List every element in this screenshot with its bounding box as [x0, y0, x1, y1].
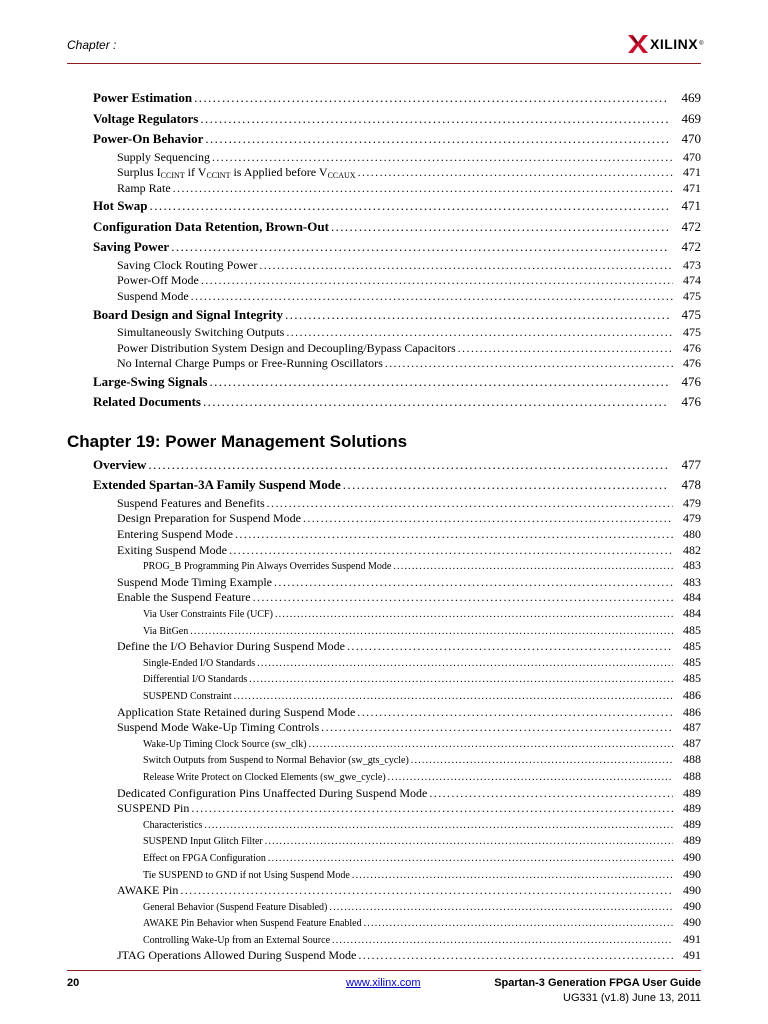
toc-entry-title: Differential I/O Standards: [143, 674, 248, 686]
toc-entry[interactable]: [117, 543, 701, 559]
chapter-label: Chapter :: [67, 38, 117, 52]
toc-entry-page: 485: [683, 639, 701, 654]
toc-entry-title: Design Preparation for Suspend Mode: [117, 511, 301, 526]
dot-leader: [357, 705, 673, 721]
toc-entry-page: 471: [683, 165, 701, 180]
toc-entry-title: Single-Ended I/O Standards: [143, 657, 256, 669]
toc-entry[interactable]: [93, 88, 701, 109]
toc-entry-title: AWAKE Pin Behavior when Suspend Feature Enabled: [143, 918, 362, 930]
toc-entry[interactable]: [117, 258, 701, 274]
toc-entry[interactable]: [117, 496, 701, 512]
toc-entry[interactable]: [93, 237, 701, 258]
toc-entry-page: 491: [683, 948, 701, 963]
toc-entry-title: Suspend Mode: [117, 288, 189, 303]
toc-entry-title: Power Distribution System Design and Decoupling/Bypass Capacitors: [117, 340, 456, 355]
dot-leader: [205, 129, 669, 150]
toc-entry-page: 479: [683, 511, 701, 526]
toc-entry-title: Enable the Suspend Feature: [117, 590, 251, 605]
toc-entry-title: Hot Swap: [93, 198, 148, 214]
toc-entry[interactable]: [117, 341, 701, 357]
toc-entry-page: 489: [683, 801, 701, 816]
dot-leader: [388, 770, 673, 786]
toc-entry[interactable]: [143, 833, 701, 850]
toc-entry[interactable]: [143, 899, 701, 916]
toc-entry-title: SUSPEND Input Glitch Filter: [143, 836, 263, 848]
toc-entry-title: Surplus $I_{CCINT}$ if $V_{CCINT}$ is Applied before $V_{CCAUX}$: [117, 165, 356, 181]
dot-leader: [235, 527, 673, 543]
toc-entry[interactable]: [117, 150, 701, 166]
toc-entry-page: 476: [681, 373, 701, 389]
toc-entry-page: 486: [683, 687, 701, 702]
toc-entry-title: General Behavior (Suspend Feature Disabled): [143, 901, 328, 913]
toc-entry-page: 486: [683, 704, 701, 719]
toc-entry-title: Saving Clock Routing Power: [117, 257, 258, 272]
toc-entry[interactable]: [143, 850, 701, 867]
toc-entry[interactable]: [93, 109, 701, 130]
toc-entry[interactable]: [117, 801, 701, 817]
toc-entry-title: Exiting Suspend Mode: [117, 542, 227, 557]
xilinx-x-icon: [628, 35, 648, 53]
logo-text: XILINX: [650, 36, 699, 52]
dot-leader: [275, 607, 673, 623]
dot-leader: [347, 639, 673, 655]
toc-entry-page: 484: [683, 606, 701, 620]
toc-entry[interactable]: [117, 273, 701, 289]
toc-entry-page: 475: [683, 325, 701, 340]
toc-entry-title: Saving Power: [93, 239, 170, 255]
table-of-contents: [67, 88, 701, 964]
dot-leader: [171, 237, 669, 258]
toc-entry[interactable]: [143, 655, 701, 672]
toc-entry-title: AWAKE Pin: [117, 883, 179, 898]
toc-entry-title: SUSPEND Constraint: [143, 690, 232, 702]
toc-entry-title: Suspend Mode Timing Example: [117, 574, 273, 589]
dot-leader: [385, 356, 673, 372]
toc-entry[interactable]: [117, 705, 701, 721]
toc-entry-page: 471: [681, 198, 701, 214]
toc-entry-page: 469: [681, 90, 701, 105]
toc-entry-page: 489: [683, 816, 701, 831]
toc-entry-page: 472: [681, 239, 701, 255]
toc-entry-page: 476: [683, 340, 701, 355]
toc-entry-page: 489: [683, 833, 701, 848]
toc-entry-page: 491: [683, 931, 701, 946]
dot-leader: [286, 325, 673, 341]
toc-entry[interactable]: [117, 356, 701, 372]
toc-entry-page: 476: [681, 394, 701, 410]
toc-entry-title: Simultaneously Switching Outputs: [117, 325, 285, 340]
toc-entry[interactable]: [143, 558, 701, 575]
toc-entry-title: SUSPEND Pin: [117, 801, 190, 816]
toc-entry-page: 482: [683, 542, 701, 557]
toc-entry[interactable]: [117, 786, 701, 802]
dot-leader: [332, 933, 673, 949]
toc-entry-title: Overview: [93, 456, 147, 472]
toc-entry-title: Voltage Regulators: [93, 110, 199, 126]
toc-entry-title: Ramp Rate: [117, 180, 171, 195]
toc-entry[interactable]: [143, 867, 701, 884]
toc-entry[interactable]: [117, 590, 701, 606]
dot-leader: [257, 656, 673, 672]
toc-entry[interactable]: [143, 671, 701, 688]
toc-entry-title: Wake-Up Timing Clock Source (sw_clk): [143, 738, 307, 750]
toc-section-chapter-18: [93, 88, 701, 413]
toc-entry-title: Dedicated Configuration Pins Unaffected During Suspend Mode: [117, 785, 428, 800]
toc-entry[interactable]: [117, 511, 701, 527]
toc-entry-title: Application State Retained during Suspend Mode: [117, 704, 356, 719]
dot-leader: [265, 834, 673, 850]
toc-entry-page: 474: [683, 273, 701, 288]
toc-entry-page: 487: [683, 720, 701, 735]
toc-entry[interactable]: [93, 305, 701, 326]
toc-entry[interactable]: [93, 217, 701, 238]
dot-leader: [259, 258, 673, 274]
toc-entry[interactable]: [93, 392, 701, 413]
dot-leader: [274, 575, 673, 591]
dot-leader: [358, 165, 673, 181]
toc-entry-page: 483: [683, 558, 701, 573]
toc-entry-page: 470: [683, 149, 701, 164]
toc-entry-title: Tie SUSPEND to GND if not Using Suspend Mode: [143, 869, 350, 881]
toc-entry-title: Define the I/O Behavior During Suspend Mode: [117, 639, 345, 654]
dot-leader: [393, 559, 673, 575]
toc-entry[interactable]: [143, 817, 701, 834]
dot-leader: [249, 672, 673, 688]
toc-entry[interactable]: [143, 752, 701, 769]
toc-entry-page: 477: [681, 456, 701, 472]
guide-title: Spartan-3 Generation FPGA User Guide: [494, 977, 701, 989]
toc-entry-page: 490: [683, 849, 701, 864]
toc-entry-title: Via BitGen: [143, 625, 189, 637]
toc-entry[interactable]: [117, 639, 701, 655]
toc-entry-page: 485: [683, 671, 701, 686]
page-header: [0, 0, 768, 66]
page-footer: [0, 970, 768, 1024]
toc-entry-title: Large-Swing Signals: [93, 373, 208, 389]
toc-entry-title: Extended Spartan-3A Family Suspend Mode: [93, 477, 341, 493]
toc-entry-title: Entering Suspend Mode: [117, 527, 233, 542]
website-link[interactable]: www.xilinx.com: [346, 977, 421, 989]
dot-leader: [429, 786, 673, 802]
toc-entry[interactable]: [143, 769, 701, 786]
dot-leader: [329, 900, 673, 916]
toc-entry-page: 488: [683, 752, 701, 767]
toc-entry-title: Switch Outputs from Suspend to Normal Behavior (sw_gts_cycle): [143, 755, 409, 767]
dot-leader: [194, 88, 669, 109]
toc-entry-title: JTAG Operations Allowed During Suspend Mode: [117, 948, 357, 963]
toc-entry-title: Configuration Data Retention, Brown-Out: [93, 218, 329, 234]
dot-leader: [204, 818, 673, 834]
toc-entry-title: PROG_B Programming Pin Always Overrides Suspend Mode: [143, 561, 392, 573]
toc-entry-title: Suspend Features and Benefits: [117, 495, 265, 510]
toc-entry[interactable]: [117, 575, 701, 591]
toc-section-chapter-19: [93, 455, 701, 964]
toc-entry-page: 475: [683, 288, 701, 303]
dot-leader: [331, 217, 669, 238]
toc-entry-title: Supply Sequencing: [117, 149, 210, 164]
toc-entry-title: Effect on FPGA Configuration: [143, 852, 266, 864]
toc-entry-page: 476: [683, 356, 701, 371]
dot-leader: [321, 720, 673, 736]
toc-entry[interactable]: [143, 932, 701, 949]
dot-leader: [229, 543, 673, 559]
toc-entry-page: 483: [683, 574, 701, 589]
header-rule: [67, 63, 701, 64]
dot-leader: [253, 590, 673, 606]
xilinx-logo: [628, 33, 704, 55]
dot-leader: [234, 689, 673, 705]
toc-entry-page: 475: [681, 306, 701, 322]
dot-leader: [191, 801, 673, 817]
toc-entry-page: 473: [683, 257, 701, 272]
dot-leader: [268, 851, 673, 867]
toc-entry[interactable]: [143, 915, 701, 932]
toc-entry-page: 470: [681, 131, 701, 146]
dot-leader: [285, 305, 669, 326]
toc-entry-page: 490: [683, 915, 701, 930]
toc-entry-page: 479: [683, 495, 701, 510]
toc-entry[interactable]: [93, 455, 701, 476]
toc-entry-title: Power-On Behavior: [93, 131, 204, 146]
dot-leader: [411, 753, 673, 769]
dot-leader: [191, 289, 673, 305]
dot-leader: [458, 341, 673, 357]
dot-leader: [210, 372, 670, 393]
dot-leader: [352, 868, 673, 884]
toc-entry-title: Power-Off Mode: [117, 273, 199, 288]
toc-entry[interactable]: [117, 181, 701, 197]
toc-entry[interactable]: [117, 948, 701, 964]
toc-entry-page: 484: [683, 590, 701, 605]
dot-leader: [203, 392, 669, 413]
toc-entry-title: Release Write Protect on Clocked Elements (sw_gwe_cycle): [143, 771, 386, 783]
dot-leader: [200, 109, 669, 130]
toc-entry-page: 485: [683, 622, 701, 637]
toc-entry[interactable]: [93, 196, 701, 217]
guide-version: UG331 (v1.8) June 13, 2011: [563, 992, 701, 1004]
toc-entry-title: Suspend Mode Wake-Up Timing Controls: [117, 720, 320, 735]
toc-entry-title: Board Design and Signal Integrity: [93, 306, 283, 322]
page-number: 20: [67, 977, 80, 989]
dot-leader: [267, 496, 673, 512]
toc-entry-page: 471: [683, 180, 701, 195]
toc-entry[interactable]: [117, 527, 701, 543]
dot-leader: [309, 737, 673, 753]
toc-entry[interactable]: [143, 606, 701, 623]
dot-leader: [150, 196, 669, 217]
toc-entry-title: No Internal Charge Pumps or Free-Running Oscillators: [117, 356, 383, 371]
toc-entry-page: 487: [683, 735, 701, 750]
toc-entry[interactable]: [117, 720, 701, 736]
dot-leader: [303, 511, 673, 527]
footer-rule: [67, 970, 701, 971]
dot-leader: [343, 475, 669, 496]
toc-entry-title: Characteristics: [143, 819, 203, 831]
toc-entry-page: 488: [683, 768, 701, 783]
toc-entry-page: 490: [683, 883, 701, 898]
toc-entry-page: 490: [683, 866, 701, 881]
dot-leader: [212, 150, 673, 166]
toc-entry[interactable]: [93, 129, 701, 150]
logo-registered-mark: ®: [699, 41, 704, 47]
toc-entry-page: 489: [683, 785, 701, 800]
toc-entry[interactable]: [143, 623, 701, 640]
toc-entry-title: Controlling Wake-Up from an External Source: [143, 934, 331, 946]
toc-entry-title: Via User Constraints File (UCF): [143, 609, 273, 620]
toc-entry-page: 480: [683, 527, 701, 542]
toc-entry[interactable]: [117, 289, 701, 305]
dot-leader: [201, 273, 673, 289]
toc-entry[interactable]: [117, 883, 701, 899]
toc-entry-page: 490: [683, 898, 701, 913]
toc-entry-title: Power Estimation: [93, 90, 193, 105]
dot-leader: [173, 181, 673, 197]
dot-leader: [148, 455, 669, 476]
toc-entry[interactable]: [93, 372, 701, 393]
toc-entry[interactable]: [117, 325, 701, 341]
dot-leader: [180, 883, 673, 899]
toc-entry[interactable]: [93, 475, 701, 496]
dot-leader: [364, 916, 673, 932]
toc-entry-page: 472: [681, 218, 701, 234]
toc-entry-page: 478: [681, 477, 701, 493]
dot-leader: [190, 624, 673, 640]
toc-entry-page: 469: [681, 110, 701, 126]
toc-entry[interactable]: [143, 736, 701, 753]
chapter-heading: Chapter 19: Power Management Solutions: [67, 431, 408, 451]
toc-entry-title: Related Documents: [93, 394, 201, 410]
toc-entry-page: 485: [683, 654, 701, 669]
dot-leader: [358, 948, 673, 964]
toc-entry[interactable]: [143, 688, 701, 705]
toc-entry[interactable]: [117, 165, 701, 181]
